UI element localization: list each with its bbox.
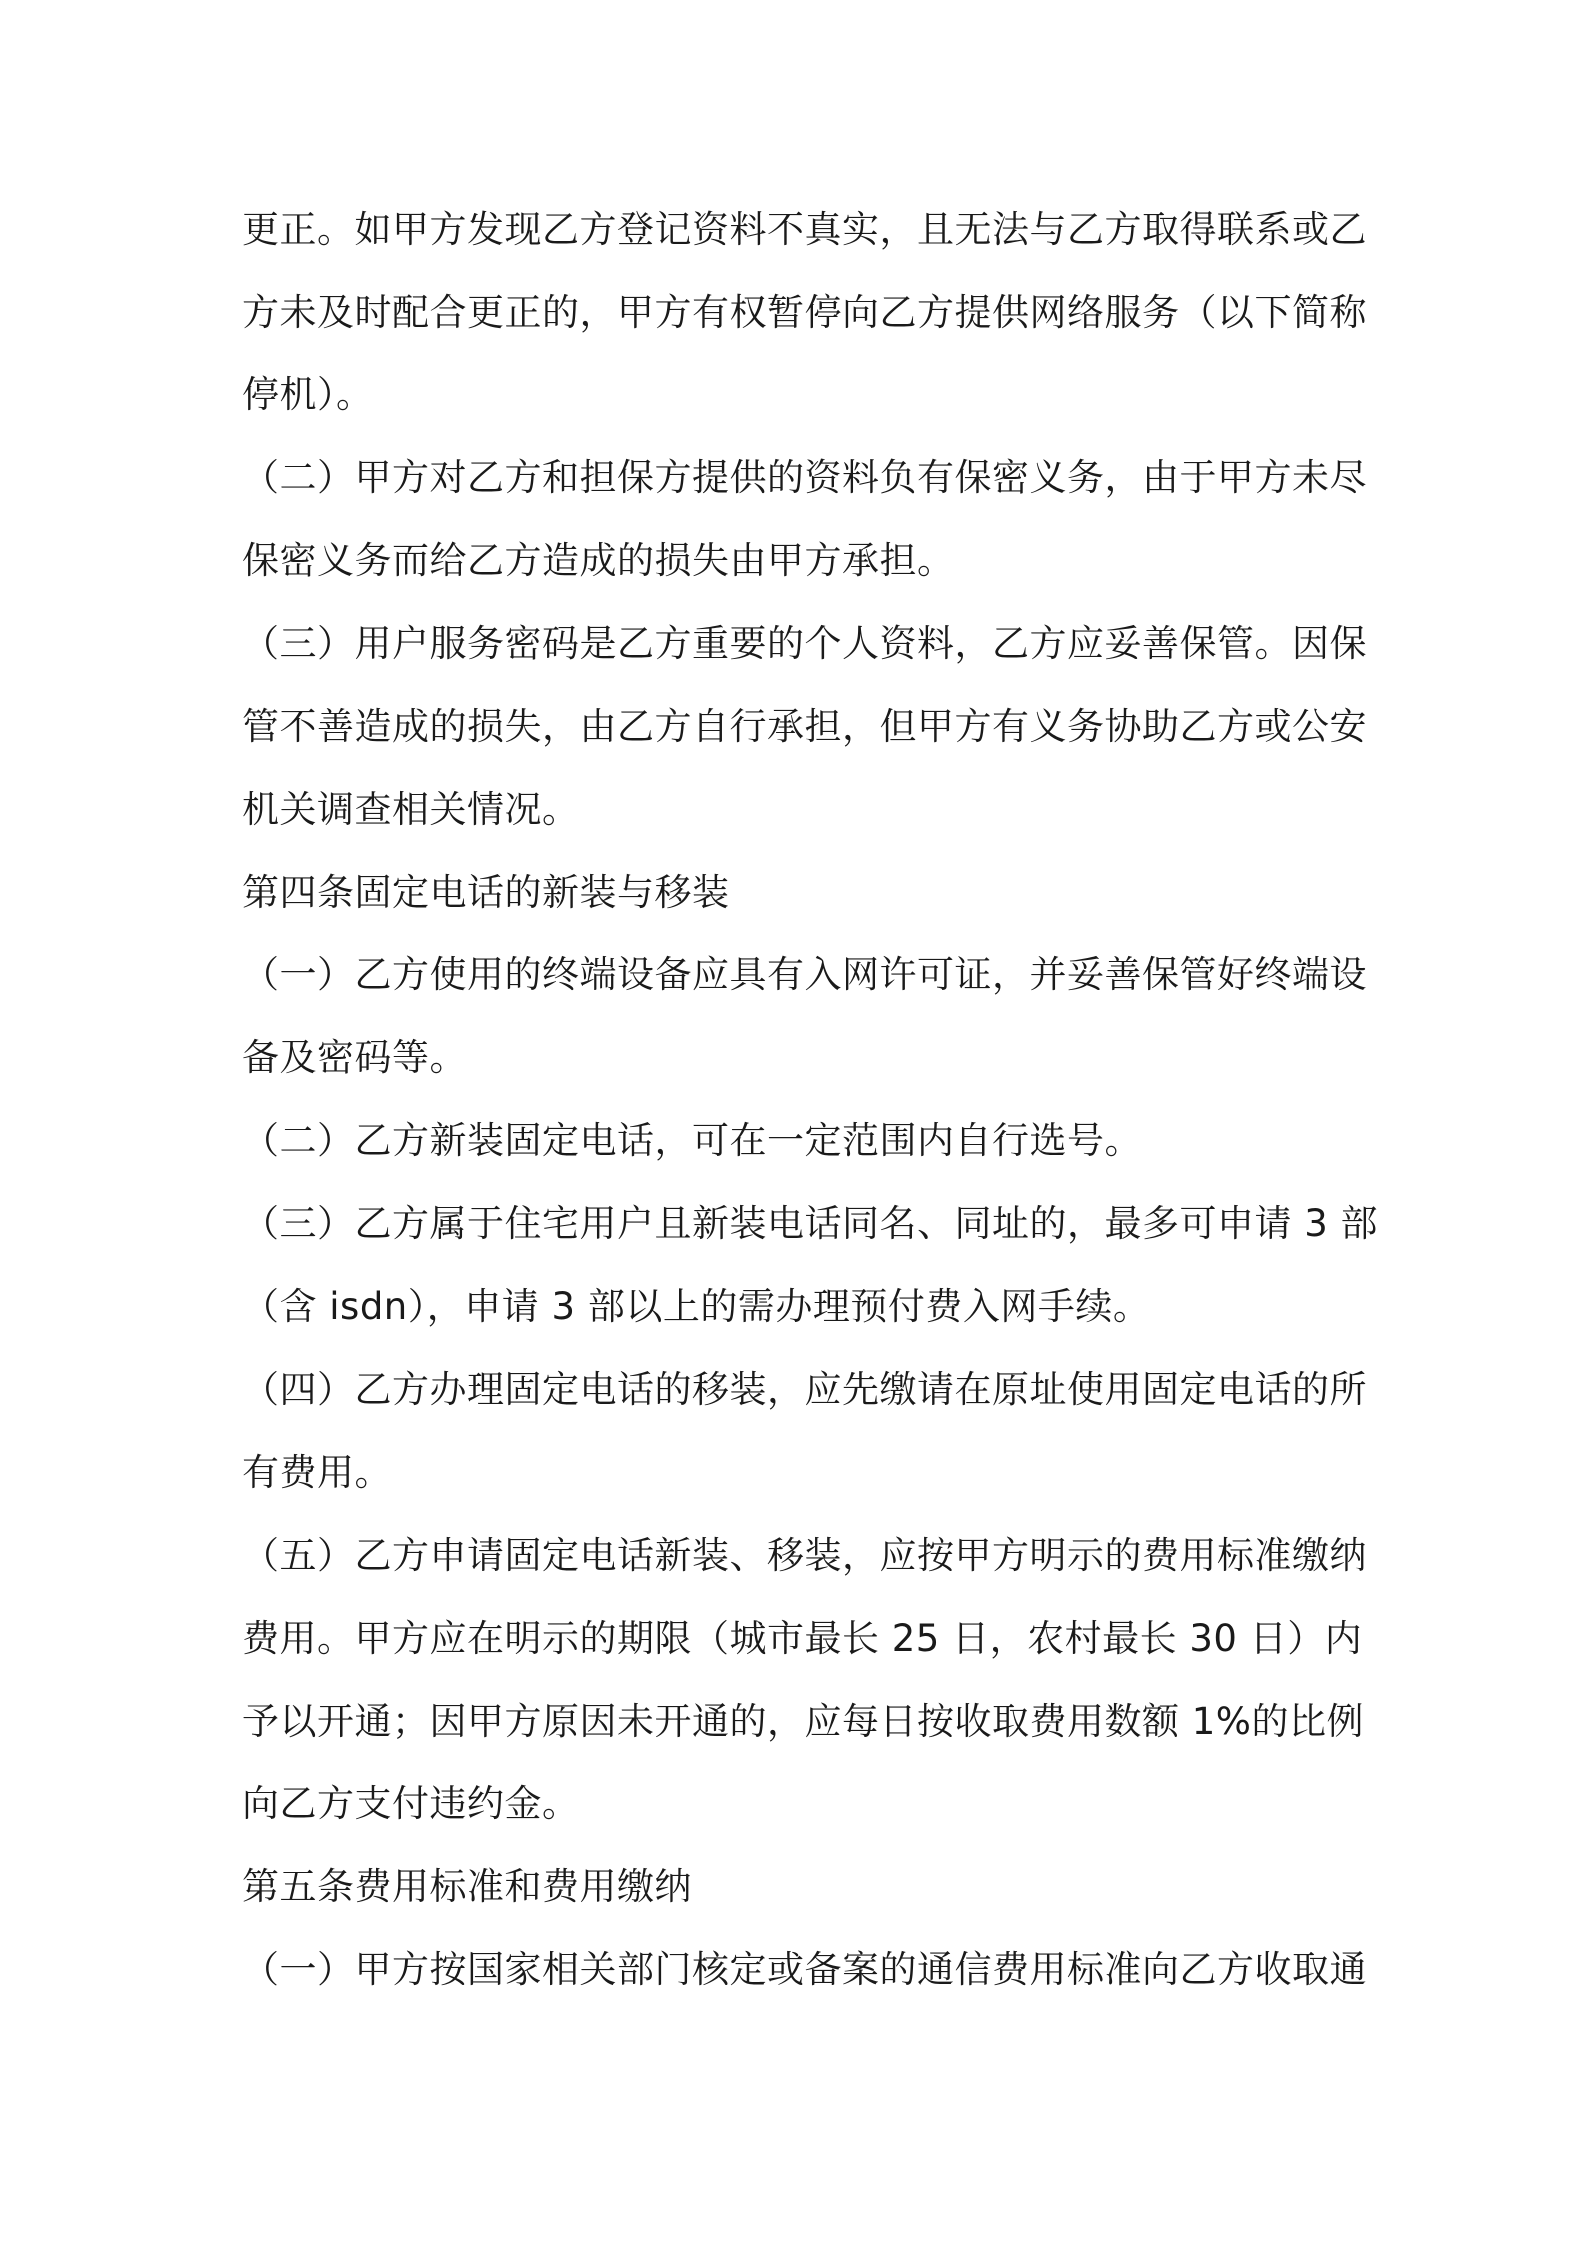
- paragraph-line: 予以开通；因甲方原因未开通的，应每日按收取费用数额 1%的比例: [242, 1700, 1364, 1743]
- paragraph-line: （五）乙方申请固定电话新装、移装，应按甲方明示的费用标准缴纳: [242, 1534, 1367, 1577]
- paragraph-line: 方未及时配合更正的，甲方有权暂停向乙方提供网络服务（以下简称: [242, 291, 1367, 334]
- paragraph-line: （三）用户服务密码是乙方重要的个人资料，乙方应妥善保管。因保: [242, 622, 1367, 665]
- paragraph-line: （四）乙方办理固定电话的移装，应先缴请在原址使用固定电话的所: [242, 1368, 1367, 1411]
- paragraph-line: 有费用。: [242, 1451, 392, 1494]
- paragraph-line: （二）甲方对乙方和担保方提供的资料负有保密义务，由于甲方未尽: [242, 456, 1367, 499]
- paragraph-line: （三）乙方属于住宅用户且新装电话同名、同址的，最多可申请 3 部: [242, 1202, 1379, 1245]
- paragraph-line: 管不善造成的损失，由乙方自行承担，但甲方有义务协助乙方或公安: [242, 705, 1367, 748]
- paragraph-line: 保密义务而给乙方造成的损失由甲方承担。: [242, 539, 955, 582]
- paragraph-line: （含 isdn），申请 3 部以上的需办理预付费入网手续。: [242, 1285, 1151, 1328]
- paragraph-line: 停机）。: [242, 373, 374, 416]
- paragraph-line: 备及密码等。: [242, 1036, 467, 1079]
- paragraph-line: （一）乙方使用的终端设备应具有入网许可证，并妥善保管好终端设: [242, 953, 1367, 996]
- section-heading: 第四条固定电话的新装与移装: [242, 871, 730, 914]
- paragraph-line: （一）甲方按国家相关部门核定或备案的通信费用标准向乙方收取通: [242, 1948, 1367, 1991]
- section-heading: 第五条费用标准和费用缴纳: [242, 1865, 692, 1908]
- paragraph-line: 更正。如甲方发现乙方登记资料不真实，且无法与乙方取得联系或乙: [242, 208, 1367, 251]
- paragraph-line: 向乙方支付违约金。: [242, 1782, 580, 1825]
- paragraph-line: 费用。甲方应在明示的期限（城市最长 25 日，农村最长 30 日）内: [242, 1617, 1363, 1660]
- paragraph-line: （二）乙方新装固定电话，可在一定范围内自行选号。: [242, 1119, 1142, 1162]
- paragraph-line: 机关调查相关情况。: [242, 788, 580, 831]
